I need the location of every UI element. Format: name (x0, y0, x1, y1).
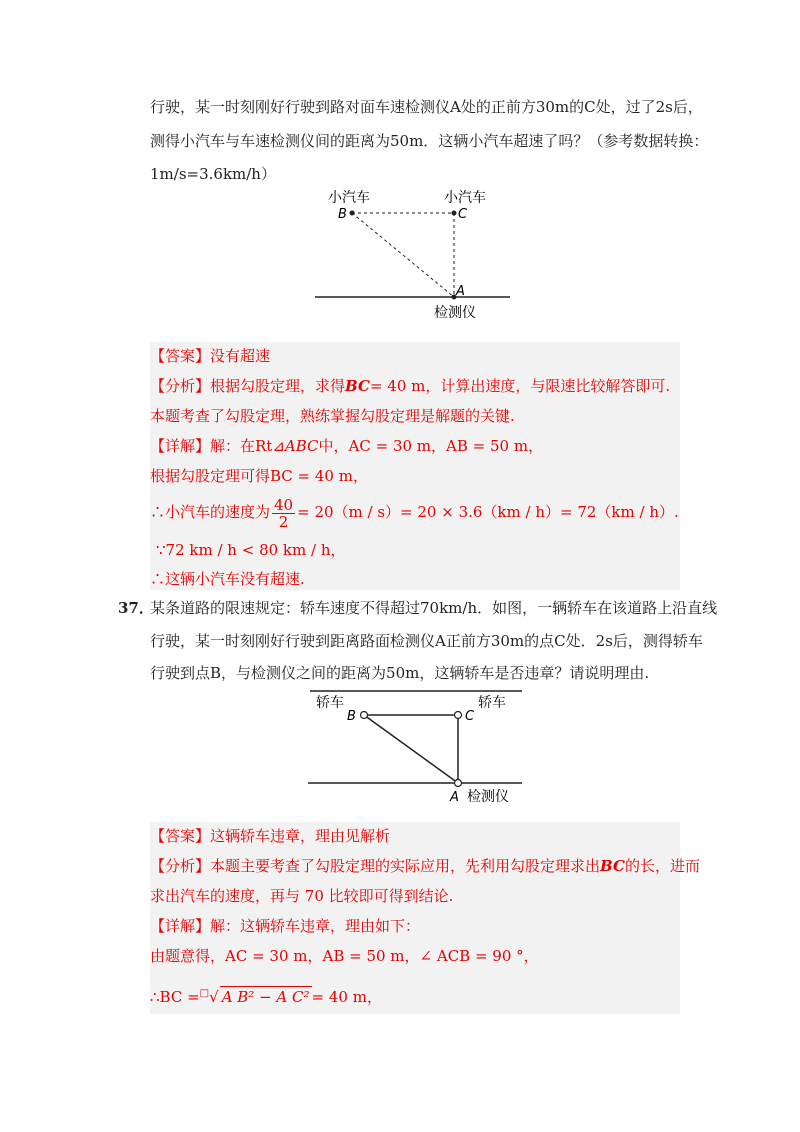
q36-detail-line1 (150, 436, 543, 456)
q37-sqrt-index: □ (199, 988, 210, 999)
q36-analysis-text1a: 根据勾股定理，求得 (210, 377, 346, 395)
q36-point-a: A (456, 284, 465, 299)
q36-label-car-c: 小汽车 (444, 190, 486, 206)
q37-point-c: C (465, 709, 475, 724)
q37-line1: 某条道路的限速规定：轿车速度不得超过70km/h．如图，一辆轿车在该道路上沿直线 (150, 599, 718, 617)
q37-point-a-dot (455, 780, 462, 787)
q36-detail-text3a: ∴小汽车的速度为 (150, 503, 271, 521)
q37-label-car-b: 轿车 (316, 695, 344, 711)
q37-answer-text: 这辆轿车违章，理由见解析 (210, 827, 391, 845)
q36-point-b-dot (350, 211, 355, 216)
q37-detail-line2: 由题意得，AC = 30 m，AB = 50 m，∠ ACB = 90 °， (150, 947, 539, 965)
q36-detail-text1: 解：在Rt⊿ (210, 437, 285, 455)
q36-frac-num: 40 (274, 495, 294, 514)
q36-detail-line5: ∴这辆小汽车没有超速. (150, 570, 305, 588)
q37-number: 37． (118, 599, 154, 617)
q37-analysis-line1 (150, 856, 700, 876)
q37-analysis-line2: 求出汽车的速度，再与 70 比较即可得到结论. (150, 887, 454, 905)
q37-label-car-c: 轿车 (478, 695, 506, 711)
q37-detail-text3b: = 40 m， (311, 988, 382, 1006)
q37-line3: 行驶到点B，与检测仪之间的距离为50m，这辆轿车是否违章？请说明理由. (150, 664, 650, 682)
q36-label-detector: 检测仪 (434, 305, 476, 321)
q36-analysis-text1b: BC (345, 377, 370, 395)
q36-detail-line3 (150, 494, 679, 530)
q37-analysis-tag: 【分析】 (150, 857, 211, 875)
q37-detail-line3 (150, 984, 382, 1007)
q36-fraction (272, 497, 295, 530)
q36-analysis-tag: 【分析】 (150, 377, 211, 395)
q37-line2: 行驶，某一时刻刚好行驶到距离路面检测仪A正前方30m的点C处．2s后，测得轿车 (150, 632, 703, 650)
q37-sqrt-content: A B² − A C² (221, 988, 310, 1006)
q37-answer-tag: 【答案】 (150, 827, 211, 845)
q37-analysis-text1b: BC (600, 857, 625, 875)
radical-icon: √ (209, 988, 219, 1006)
q36-detail-text3b: = 20（m / s）= 20 × 3.6（km / h）= 72（km / h）. (297, 503, 679, 521)
q36-diagram (310, 183, 520, 323)
q37-line-ba (364, 715, 458, 783)
q37-point-c-dot (455, 712, 462, 719)
q36-answer-text: 没有超速 (210, 347, 271, 365)
q36-frac-den: 2 (278, 512, 289, 531)
q36-analysis-line2: 本题考查了勾股定理，熟练掌握勾股定理是解题的关键. (150, 407, 515, 425)
q36-detail-tag: 【详解】 (150, 437, 211, 455)
q36-point-c-dot (452, 211, 457, 216)
q36-analysis-text1c: = 40 m，计算出速度，与限速比较解答即可. (369, 377, 671, 395)
q36-label-car-b: 小汽车 (328, 190, 370, 206)
q36-detail-abc: ABC (284, 437, 319, 455)
q37-detail-text3a: ∴BC = (150, 988, 200, 1006)
q37-point-b-dot (361, 712, 368, 719)
q37-point-b: B (347, 709, 356, 724)
q36-point-b: B (338, 207, 347, 222)
q37-analysis-text1c: 的长，进而 (624, 857, 700, 875)
q36-detail-line2: 根据勾股定理可得BC = 40 m， (150, 467, 368, 485)
q37-detail-text1: 解：这辆轿车违章，理由如下： (210, 917, 421, 935)
q36-line1: 行驶，某一时刻刚好行驶到路对面车速检测仪A处的正前方30m的C处，过了2s后， (150, 98, 703, 116)
q36-line3: 1m/s=3.6km/h） (150, 165, 276, 183)
q37-diagram (300, 683, 530, 808)
q37-detail-line1 (150, 916, 420, 936)
q37-label-detector: 检测仪 (467, 789, 509, 805)
q36-detail-line4: ∵72 km / h < 80 km / h， (156, 541, 346, 559)
q36-answer (150, 346, 270, 366)
q37-point-a: A (450, 790, 459, 805)
q37-detail-tag: 【详解】 (150, 917, 211, 935)
q36-answer-tag: 【答案】 (150, 347, 211, 365)
q37-analysis-text1a: 本题主要考查了勾股定理的实际应用，先利用勾股定理求出 (210, 857, 601, 875)
q36-line-ba (352, 213, 454, 297)
q36-point-c: C (458, 207, 468, 222)
q36-line2: 测得小汽车与车速检测仪间的距离为50m．这辆小汽车超速了吗？（参考数据转换： (150, 132, 709, 150)
q36-analysis-line1 (150, 376, 670, 396)
q36-detail-text1-rest: 中，AC = 30 m，AB = 50 m， (318, 437, 544, 455)
q37-answer (150, 826, 390, 846)
